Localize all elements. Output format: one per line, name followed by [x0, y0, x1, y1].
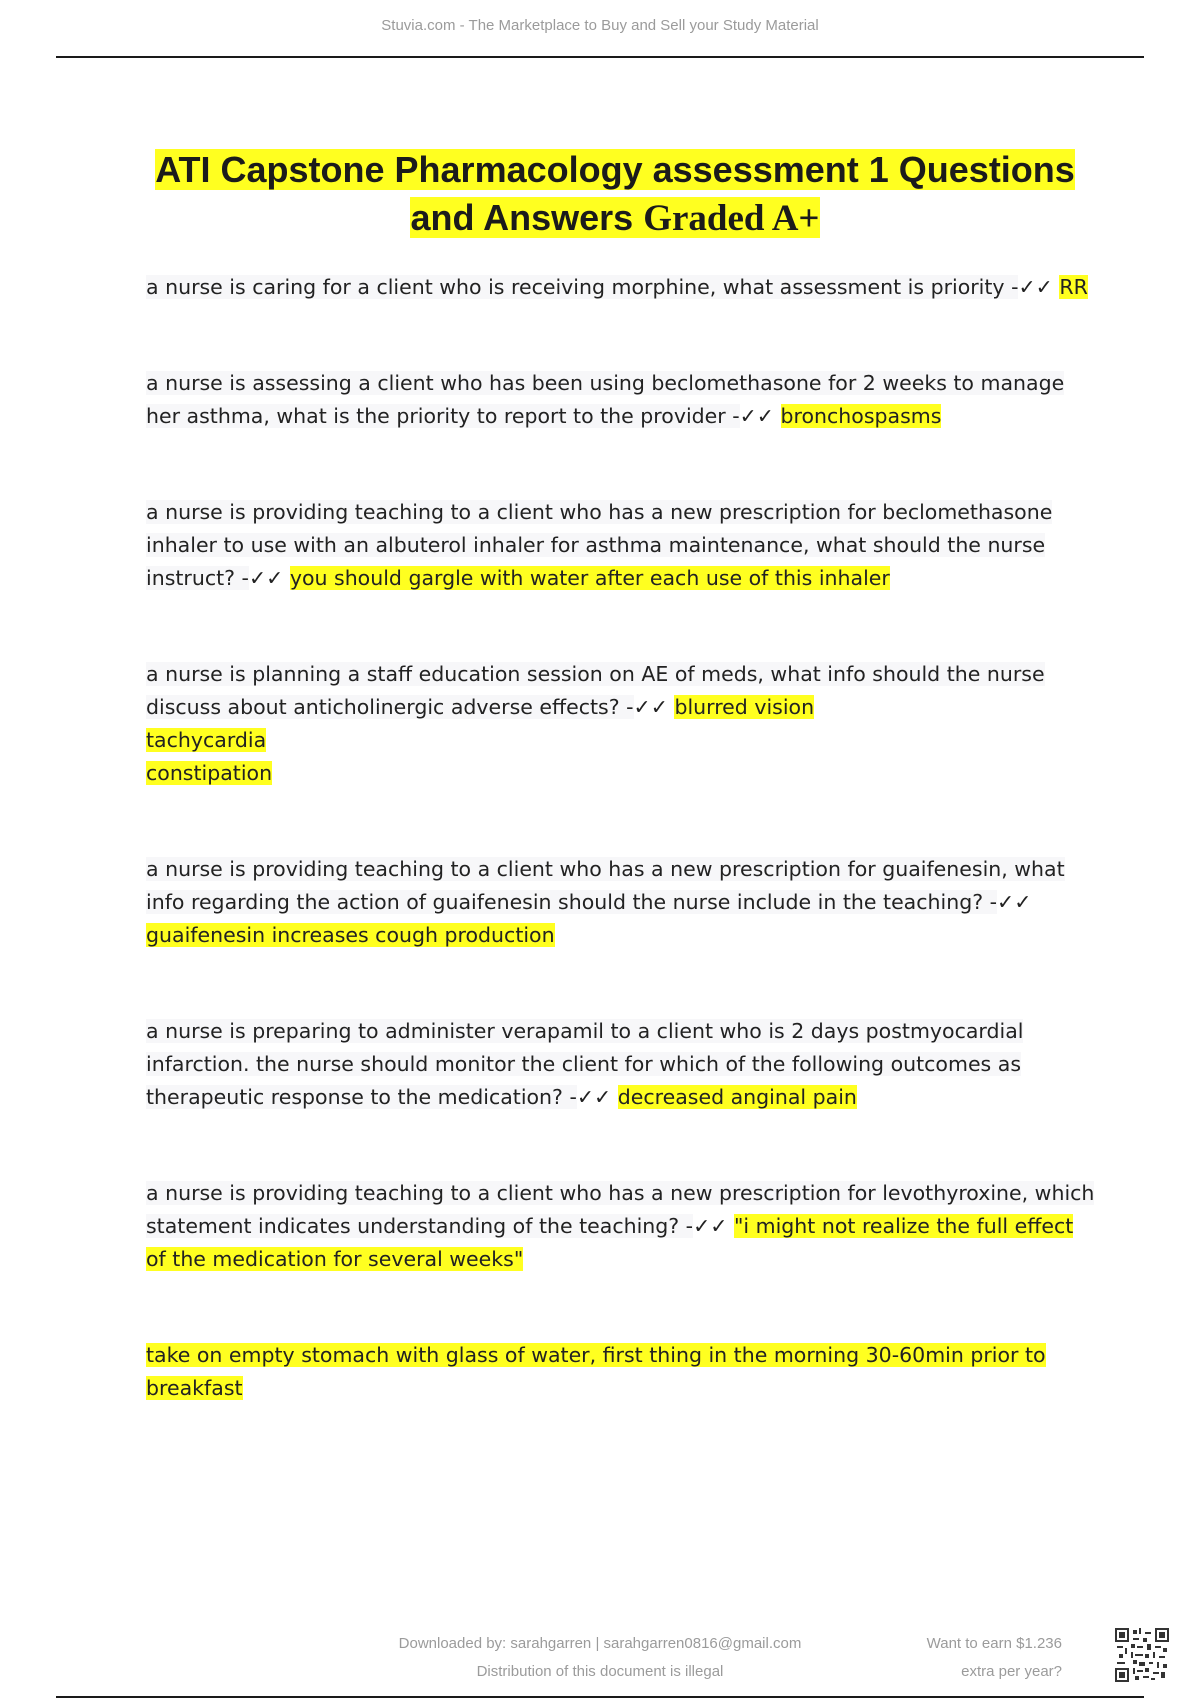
- check-icon: ✓✓: [739, 404, 774, 428]
- question-text: a nurse is providing teaching to a client who has a new prescription for beclomethasone inhaler to use with an albuterol inhaler for asthma maintenance, what should the nurse instruct? -: [146, 500, 1053, 590]
- answer-text: bronchospasms: [780, 404, 942, 428]
- qa-item-standalone: [146, 1339, 1096, 1405]
- answer-text: "i might not realize the full effect of the medication for several weeks": [146, 1214, 1074, 1271]
- question-text: a nurse is providing teaching to a client who has a new prescription for guaifenesin, what info regarding the action of guaifenesin should the nurse include in the teaching? -: [146, 857, 1065, 914]
- distribution-notice: Distribution of this document is illegal: [476, 1663, 724, 1680]
- answer-text: you should gargle with water after each use of this inhaler: [289, 566, 890, 590]
- question-text: a nurse is preparing to administer verapamil to a client who is 2 days postmyocardial infarction. the nurse should monitor the client for which of the following outcomes as therapeutic response to the medication? -: [146, 1019, 1024, 1109]
- qa-content: [146, 271, 1096, 1468]
- document-title: [110, 146, 1120, 243]
- question-text: a nurse is caring for a client who is receiving morphine, what assessment is priority -: [146, 275, 1019, 299]
- title-line-2: [410, 197, 819, 238]
- answer-text: RR: [1059, 275, 1088, 299]
- earn-promo[interactable]: [927, 1630, 1062, 1686]
- earn-line-1: Want to earn $1.236: [926, 1635, 1062, 1652]
- title-answers: and Answers: [410, 197, 634, 238]
- title-grade: Graded A+: [643, 198, 820, 239]
- qa-item: [146, 271, 1096, 304]
- qa-item: [146, 658, 1096, 790]
- check-icon: ✓✓: [997, 890, 1032, 914]
- qa-item: [146, 1015, 1096, 1114]
- site-banner: Stuvia.com - The Marketplace to Buy and Sell your Study Material: [381, 17, 819, 34]
- answer-text: blurred vision: [674, 695, 815, 719]
- check-icon: ✓✓: [248, 566, 284, 590]
- qa-item: [146, 367, 1096, 433]
- header-divider: [56, 56, 1144, 58]
- earn-line-2: extra per year?: [961, 1663, 1062, 1680]
- downloaded-by-text: Downloaded by: sarahgarren | sarahgarren0816@gmail.com: [398, 1635, 802, 1652]
- question-text: a nurse is planning a staff education session on AE of meds, what info should the nurse discuss about anticholinergic adverse effects? -: [146, 662, 1045, 719]
- answer-extra: constipation: [146, 761, 273, 785]
- check-icon: ✓✓: [1018, 275, 1053, 299]
- question-text: a nurse is providing teaching to a client who has a new prescription for levothyroxine, which statement indicates understanding of the teaching? -: [146, 1181, 1095, 1238]
- answer-text: guaifenesin increases cough production: [146, 923, 555, 947]
- check-icon: ✓✓: [693, 1214, 728, 1238]
- qa-item: [146, 496, 1096, 595]
- answer-text: decreased anginal pain: [617, 1085, 857, 1109]
- qa-item: [146, 1177, 1096, 1276]
- question-text: a nurse is assessing a client who has been using beclomethasone for 2 weeks to manage her asthma, what is the priority to report to the provider -: [146, 371, 1065, 428]
- check-icon: ✓✓: [576, 1085, 612, 1109]
- answer-text: take on empty stomach with glass of water, first thing in the morning 30-60min prior to breakfast: [146, 1343, 1046, 1400]
- qa-item: [146, 853, 1096, 952]
- answer-extra: tachycardia: [146, 728, 267, 752]
- qr-code-icon[interactable]: [1115, 1628, 1169, 1682]
- title-line-1: ATI Capstone Pharmacology assessment 1 Questions: [155, 149, 1075, 190]
- footer-divider: [56, 1696, 1144, 1698]
- check-icon: ✓✓: [633, 695, 668, 719]
